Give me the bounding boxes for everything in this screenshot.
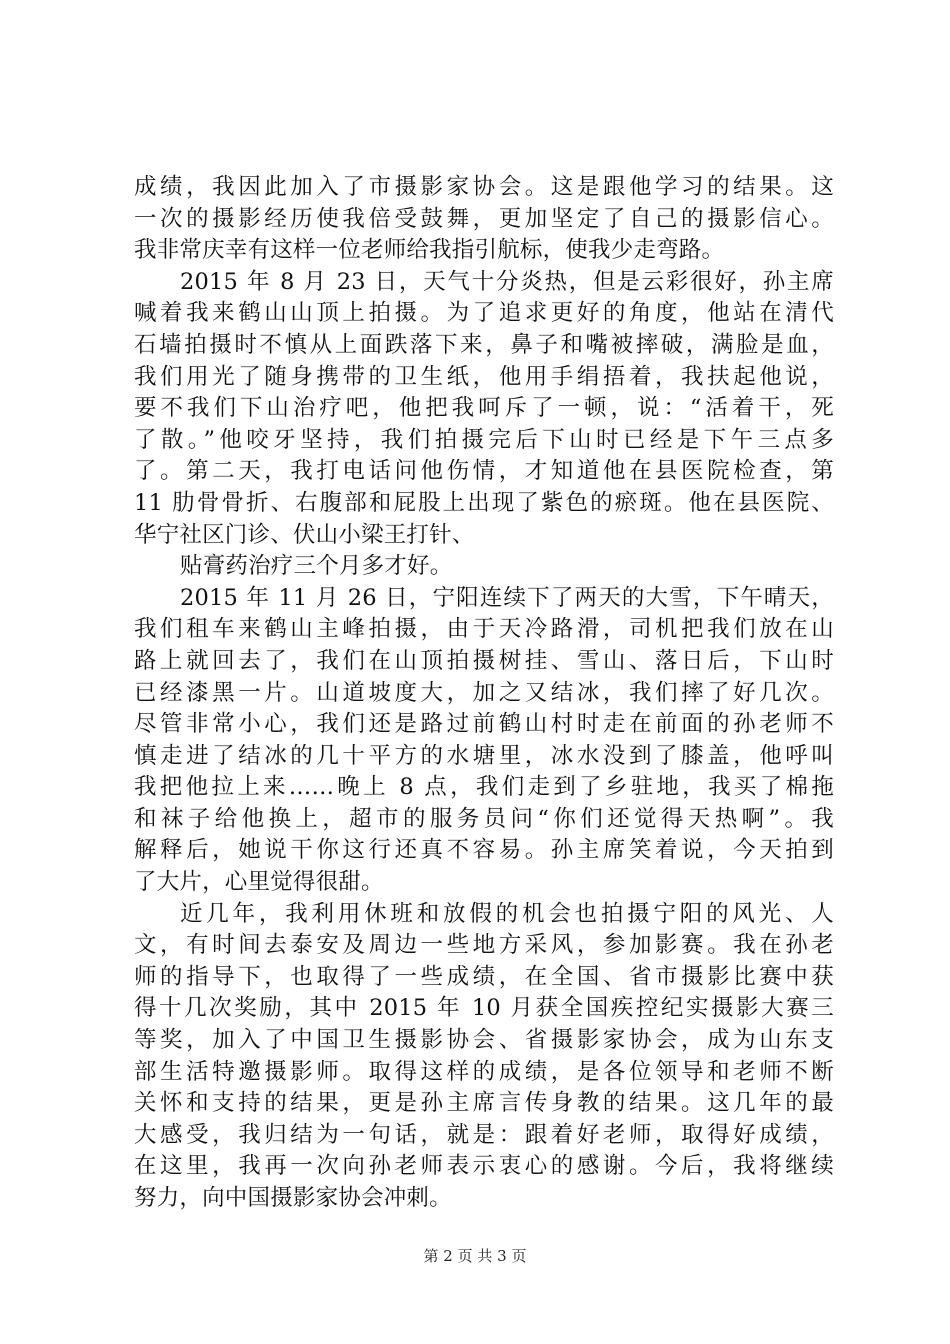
text-line: 和袜子给他换上，超市的服务员问“你们还觉得天热啊”。我 [134,805,834,832]
text-line: 近几年，我利用休班和放假的机会也拍摄宁阳的风光、人 [180,900,834,927]
text-line: 已经漆黑一片。山道坡度大，加之又结冰，我们摔了好几次。 [134,679,834,706]
text-line: 我们租车来鹤山主峰拍摄，由于天冷路滑，司机把我们放在山 [134,616,834,643]
text-line: 2015 年 8 月 23 日，天气十分炎热，但是云彩很好，孙主席 [180,268,834,295]
text-line: 要不我们下山治疗吧，他把我呵斥了一顿，说：“活着干，死 [134,395,834,422]
text-line: 慎走进了结冰的几十平方的水塘里，冰水没到了膝盖，他呼叫 [134,742,834,769]
text-line: 了大片，心里觉得很甜。 [134,869,384,896]
text-line: 我们用光了随身携带的卫生纸，他用手绢捂着，我扶起他说， [134,363,834,390]
text-line: 在这里，我再一次向孙老师表示衷心的感谢。今后，我将继续 [134,1153,834,1180]
text-line: 关怀和支持的结果，更是孙主席言传身教的结果。这几年的最 [134,1090,834,1117]
text-line: 11 肋骨骨折、右腹部和屁股上出现了紫色的瘀斑。他在县医院、 [134,489,834,516]
text-line: 2015 年 11 月 26 日，宁阳连续下了两天的大雪，下午晴天， [180,584,834,611]
text-line: 尽管非常小心，我们还是路过前鹤山村时走在前面的孙老师不 [134,711,834,738]
text-line: 努力，向中国摄影家协会冲刺。 [134,1185,452,1211]
body-text [134,172,834,1215]
text-line: 得十几次奖励，其中 2015 年 10 月获全国疾控纪实摄影大赛三 [134,995,834,1022]
text-line: 文，有时间去泰安及周边一些地方采风，参加影赛。我在孙老 [134,932,834,959]
text-line: 解释后，她说干你这行还真不容易。孙主席笑着说，今天拍到 [134,837,834,864]
text-line: 石墙拍摄时不慎从上面跌落下来，鼻子和嘴被摔破，满脸是血， [134,331,834,358]
text-line: 了。第二天，我打电话问他伤情，才知道他在县医院检查，第 [134,458,834,485]
text-line: 喊着我来鹤山山顶上拍摄。为了追求更好的角度，他站在清代 [134,300,834,327]
text-line: 我非常庆幸有这样一位老师给我指引航标，使我少走弯路。 [134,237,725,264]
text-line: 成绩，我因此加入了市摄影家协会。这是跟他学习的结果。这 [134,174,834,200]
page-footer: 第 2 页 共 3 页 [423,1247,527,1265]
text-line: 贴膏药治疗三个月多才好。 [180,553,453,580]
text-line: 大感受，我归结为一句话，就是：跟着好老师，取得好成绩， [134,1121,834,1148]
text-line: 一次的摄影经历使我倍受鼓舞，更加坚定了自己的摄影信心。 [134,205,834,232]
text-line: 路上就回去了，我们在山顶拍摄树挂、雪山、落日后，下山时 [134,647,834,674]
text-line: 了散。”他咬牙坚持，我们拍摄完后下山时已经是下午三点多 [134,426,834,453]
text-line: 我把他拉上来……晚上 8 点，我们走到了乡驻地，我买了棉拖 [134,774,834,801]
text-line: 等奖，加入了中国卫生摄影协会、省摄影家协会，成为山东支 [134,1027,834,1054]
text-line: 华宁社区门诊、伏山小梁王打针、 [134,521,475,548]
text-line: 师的指导下，也取得了一些成绩，在全国、省市摄影比赛中获 [134,963,834,990]
text-line: 部生活特邀摄影师。取得这样的成绩，是各位领导和老师不断 [134,1058,834,1085]
